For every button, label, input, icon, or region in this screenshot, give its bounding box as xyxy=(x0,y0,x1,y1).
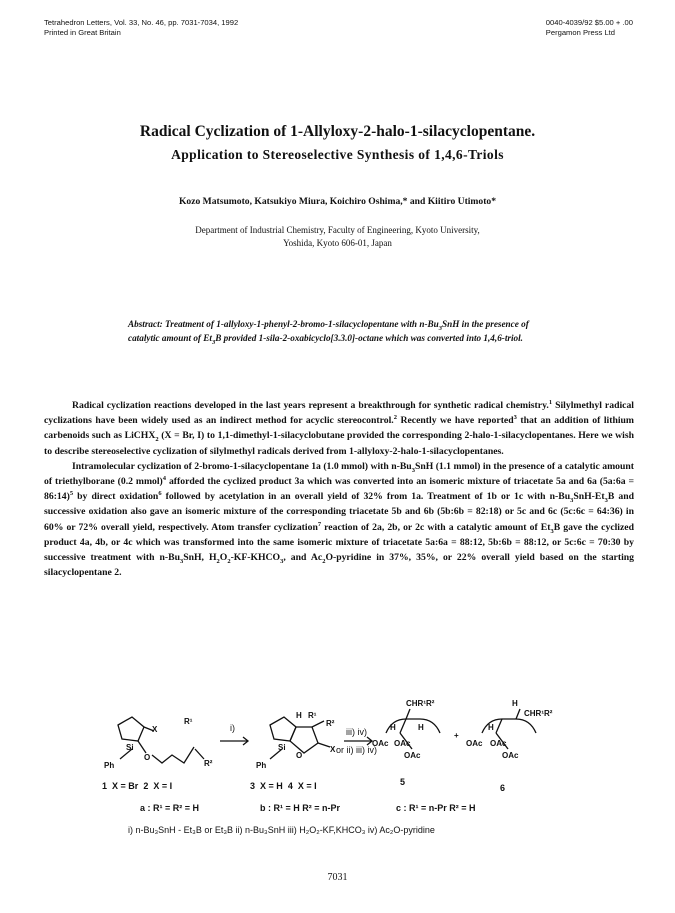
reference-mark: 4 xyxy=(162,474,167,482)
compound-number: 4 xyxy=(287,781,293,791)
phenyl-label: Ph xyxy=(104,761,115,770)
allyloxy-chain xyxy=(152,747,194,763)
reference-mark: 2 xyxy=(393,413,397,421)
chr-label: CHR¹R² xyxy=(406,699,435,708)
paper-subtitle: Application to Stereoselective Synthesis of 1,4,6-Triols xyxy=(171,147,504,162)
text-run: B gave the cyclized product 4a, 4b, or 4c which was transformed into the same isomeric mixture of triacetate 5a:6a = 88:12, 5b:6b = 88:12, or 5c:6c = 70:30 by successive treatment with n-Bu xyxy=(44,521,634,564)
text-run: SnH (1.1 mmol) in the presence of a catalytic amount of triethylborane (0.2 mmol) xyxy=(44,460,635,488)
compound-1-label xyxy=(102,781,172,791)
plus-sign: + xyxy=(454,731,459,740)
compound-number: 2 xyxy=(143,781,149,791)
reaction-conditions: i) n-Bu₃SnH - Et₃B or Et₃B ii) n-Bu₃SnH iii) H₂O₂-KF,KHCO₃ iv) Ac₂O-pyridine xyxy=(128,825,435,835)
publisher-header xyxy=(546,18,633,38)
reference-mark: 7 xyxy=(317,520,322,528)
substituent: X = Br xyxy=(112,781,139,791)
abstract-sub: 3 xyxy=(211,338,216,346)
text-run: by direct oxidation xyxy=(73,491,159,503)
step-iii-iv: iii) iv) xyxy=(346,727,367,737)
oac-label: OAc xyxy=(404,751,421,760)
phenyl-label: Ph xyxy=(256,761,267,770)
oac-label: OAc xyxy=(502,751,519,760)
reference-mark: 6 xyxy=(158,489,162,497)
text-run: B and successive oxidation also gave an isomeric mixture of the corresponding triacetate 5b and 6b (5b:6b = 82:18) or 5c and 6c (5c:6c = 64:36) in 60% or 72% overall yield, respectively. Atom transfer cyclization xyxy=(44,491,634,533)
x-label: X xyxy=(330,745,336,754)
substituent: X = I xyxy=(153,781,173,791)
substituent-b: b : R¹ = H R² = n-Pr xyxy=(260,803,341,813)
abstract-text-b: SnH in the presence of catalytic amount of Et xyxy=(128,319,529,343)
r1-label: R¹ xyxy=(184,717,193,726)
text-run: (X = Br, I) to 1,1-dimethyl-1-silacyclobutane provided the corresponding 2-halo-1-silacyclopentanes. Here we wish to describe stereoselective cyclization of silylmethyl radicals derived from 1-allyloxy-2-halo-1-silacyclopentanes. xyxy=(44,430,634,457)
subscript: 2 xyxy=(155,436,159,444)
hydrogen-label: H xyxy=(390,723,396,732)
subscript: 3 xyxy=(411,466,415,474)
price-code: 0040-4039/92 $5.00 + .00 xyxy=(545,18,633,27)
oxygen-label: O xyxy=(144,753,151,762)
oxygen-label: O xyxy=(296,751,303,760)
text-run: Recently we have reported xyxy=(396,415,514,427)
text-run: O xyxy=(219,552,228,564)
subscript: 3 xyxy=(570,497,574,505)
step-alt: or ii) iii) iv) xyxy=(336,745,377,755)
abstract-label: Abstract: xyxy=(128,319,163,329)
r2-label: R² xyxy=(204,759,213,768)
abstract-text-a: Treatment of 1-allyloxy-1-phenyl-2-bromo-1-silacyclopentane with n-Bu xyxy=(165,319,439,329)
substituent: X = I xyxy=(297,781,317,791)
silicon-label: Si xyxy=(126,743,134,752)
hydrogen-label: H xyxy=(512,699,518,708)
subscript: 3 xyxy=(179,557,184,565)
text-run: reaction of 2a, 2b, or 2c with a catalytic amount of Et xyxy=(321,521,551,533)
bond xyxy=(138,741,146,753)
reference-mark: 1 xyxy=(548,398,553,406)
bond xyxy=(400,719,406,733)
bicycle-ring-b xyxy=(290,727,318,753)
text-run: SnH-Et xyxy=(573,491,605,503)
affiliation xyxy=(0,224,675,250)
text-run: -KF-KHCO xyxy=(230,552,281,564)
hydrogen-label: H xyxy=(296,711,302,720)
compound-3-label xyxy=(250,781,317,791)
bond xyxy=(516,709,520,719)
x-label: X xyxy=(152,725,158,734)
reference-mark: 3 xyxy=(513,413,517,421)
compound-5-label: 5 xyxy=(400,777,406,787)
compound-number: 3 xyxy=(250,781,256,791)
text-run: SnH, H xyxy=(183,552,217,564)
page-number: 7031 xyxy=(327,872,348,883)
oac-label: OAc xyxy=(372,739,389,748)
bond xyxy=(496,719,502,733)
substituent: X = H xyxy=(260,781,283,791)
compound-number: 1 xyxy=(102,781,108,791)
text-run: O-pyridine in 37%, 35%, or 22% overall yield based on the starting silacyclopentane 2. xyxy=(44,552,634,579)
chr-label: CHR¹R² xyxy=(524,709,553,718)
oac-label: OAc xyxy=(490,739,507,748)
printed-in: Printed in Great Britain xyxy=(44,28,121,37)
hydrogen-label: H xyxy=(418,723,424,732)
text-run: Radical cyclization reactions developed in the last years represent a breakthrough for synthetic radical chemistry. xyxy=(72,400,549,411)
reference-mark: 5 xyxy=(69,489,74,497)
text-run: , and Ac xyxy=(283,552,323,564)
r2-label: R² xyxy=(326,719,335,728)
subscript: 3 xyxy=(280,557,284,565)
oac-label: OAc xyxy=(466,739,483,748)
text-run: followed by acetylation in an overall yield of 32% from 1a. Treatment of 1b or 1c with n-Bu xyxy=(161,491,571,503)
silicon-label: Si xyxy=(278,743,286,752)
affiliation-line-1: Department of Industrial Chemistry, Faculty of Engineering, Kyoto University, xyxy=(195,225,480,235)
abstract-sub: 3 xyxy=(438,324,442,332)
bond xyxy=(406,709,410,719)
subscript: 3 xyxy=(604,497,608,505)
step-i: i) xyxy=(230,723,235,733)
subscript: 2 xyxy=(227,557,231,565)
text-run: that an addition of lithium carbenoids such as LiCHX xyxy=(44,415,634,442)
subscript: 2 xyxy=(216,557,220,565)
text-run: Intramolecular cyclization of 2-bromo-1-silacyclopentane 1a (1.0 mmol) with n-Bu xyxy=(72,460,412,472)
publisher: Pergamon Press Ltd xyxy=(545,28,616,37)
paper-title: Radical Cyclization of 1-Allyloxy-2-halo-1-silacyclopentane. xyxy=(139,123,536,140)
text-run: afforded the cyclized product 3a which was converted into an isomeric mixture of triacetate 5a and 6a (5a:6a = 86:14) xyxy=(44,476,634,503)
authors: Kozo Matsumoto, Katsukiyo Miura, Koichiro Oshima,* and Kiitiro Utimoto* xyxy=(178,196,497,207)
affiliation-line-2: Yoshida, Kyoto 606-01, Japan xyxy=(283,238,392,248)
journal-header xyxy=(44,18,238,38)
oac-label: OAc xyxy=(394,739,411,748)
subscript: 3 xyxy=(550,527,554,535)
r1-label: R¹ xyxy=(308,711,317,720)
abstract-text-c: B provided 1-sila-2-oxabicyclo[3.3.0]-octane which was converted into 1,4,6-triol. xyxy=(215,332,523,343)
journal-citation: Tetrahedron Letters, Vol. 33, No. 46, pp. 7031-7034, 1992 xyxy=(44,18,239,27)
paragraph-2 xyxy=(44,459,634,581)
silacyclopentane-ring xyxy=(118,717,144,741)
text-run: Silylmethyl radical cyclizations have been widely used as an indirect method for acyclic stereocontrol. xyxy=(44,400,634,427)
bond xyxy=(318,743,330,747)
alkene-bond xyxy=(195,749,204,759)
subscript: 2 xyxy=(322,557,326,565)
compound-6-label: 6 xyxy=(500,783,506,793)
paragraph-1 xyxy=(44,398,634,459)
abstract xyxy=(128,318,560,345)
reaction-scheme xyxy=(100,699,580,845)
hydrogen-label: H xyxy=(488,723,494,732)
substituent-a: a : R¹ = R² = H xyxy=(140,803,200,813)
body-text xyxy=(44,398,634,580)
bond xyxy=(312,721,324,727)
substituent-c: c : R¹ = n-Pr R² = H xyxy=(396,803,476,813)
